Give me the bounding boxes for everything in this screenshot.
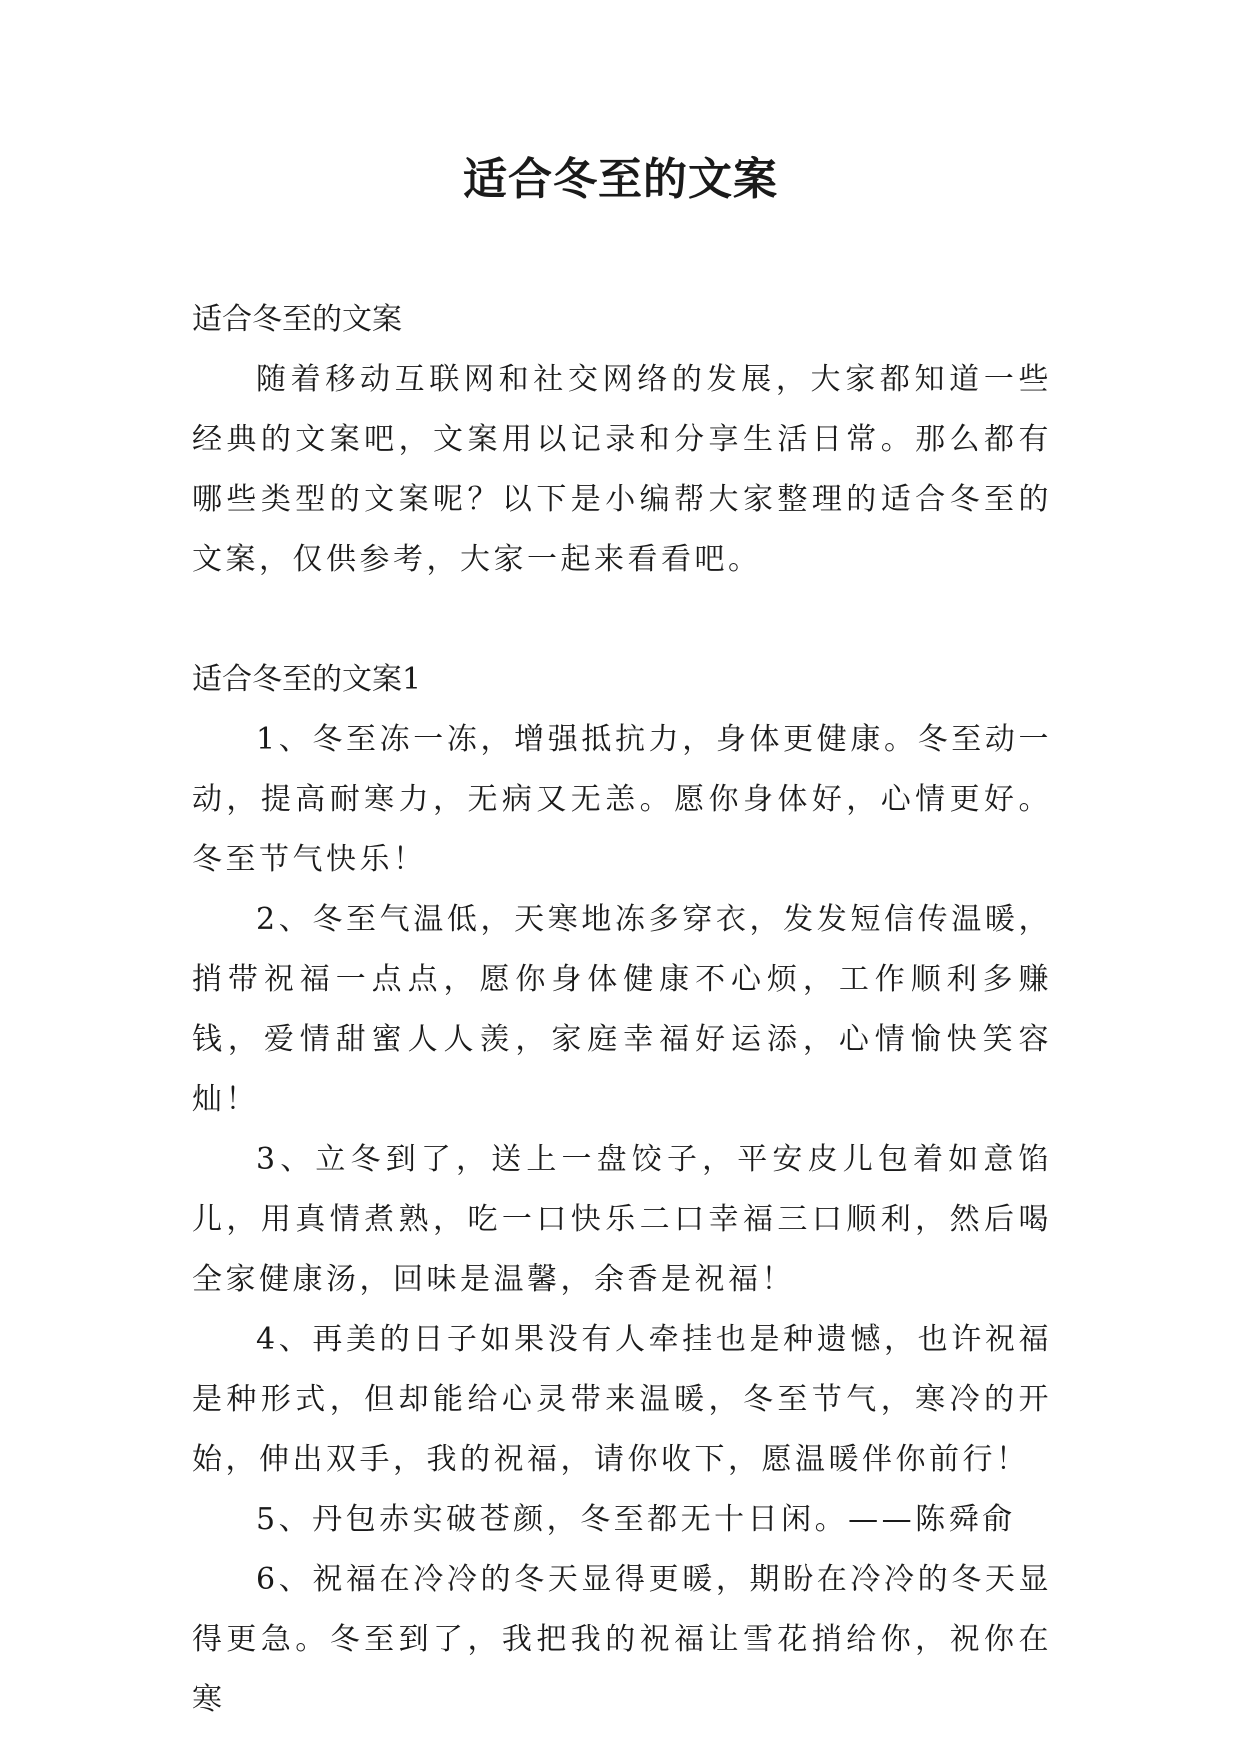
list-item: 6、祝福在冷冷的冬天显得更暖，期盼在冷冷的冬天显得更急。冬至到了，我把我的祝福让雪花捎给你，祝你在寒 [192,1562,1052,1717]
list-item: 4、再美的日子如果没有人牵挂也是种遗憾，也许祝福是种形式，但却能给心灵带来温暖，冬至节气，寒冷的开始，伸出双手，我的祝福，请你收下，愿温暖伴你前行！ [192,1322,1052,1477]
section-heading: 适合冬至的文案1 [192,662,422,697]
paragraph-spacer [192,590,1052,650]
intro-heading: 适合冬至的文案 [192,302,402,337]
list-item: 3、立冬到了，送上一盘饺子，平安皮儿包着如意馅儿，用真情煮熟，吃一口快乐二口幸福三口顺利，然后喝全家健康汤，回味是温馨，余香是祝福！ [192,1142,1052,1297]
intro-paragraph: 随着移动互联网和社交网络的发展，大家都知道一些经典的文案吧，文案用以记录和分享生活日常。那么都有哪些类型的文案呢？以下是小编帮大家整理的适合冬至的文案，仅供参考，大家一起来看看吧。 [192,362,1052,577]
document-title: 适合冬至的文案 [463,154,778,205]
document-body [192,290,1052,1717]
list-item: 2、冬至气温低，天寒地冻多穿衣，发发短信传温暖，捎带祝福一点点，愿你身体健康不心烦，工作顺利多赚钱，爱情甜蜜人人羡，家庭幸福好运添，心情愉快笑容灿！ [192,902,1052,1117]
list-item: 1、冬至冻一冻，增强抵抗力，身体更健康。冬至动一动，提高耐寒力，无病又无恙。愿你身体好，心情更好。冬至节气快乐！ [192,722,1052,877]
list-item: 5、丹包赤实破苍颜，冬至都无十日闲。——陈舜俞 [256,1502,1016,1537]
